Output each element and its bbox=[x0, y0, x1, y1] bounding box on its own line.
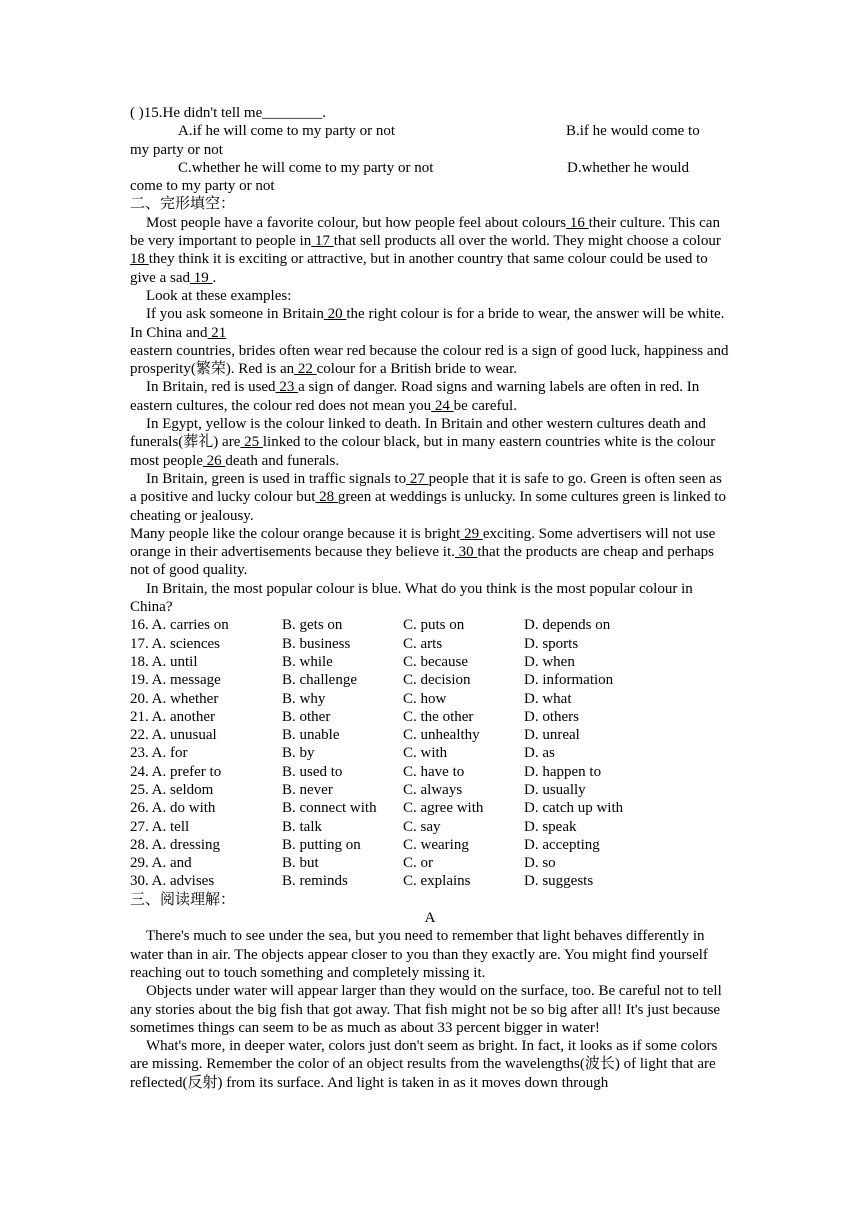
choice-row bbox=[130, 616, 644, 634]
choice-option: B. reminds bbox=[282, 873, 348, 890]
choice-row bbox=[130, 763, 644, 781]
question-15-stem: ( )15.He didn't tell me________. bbox=[130, 105, 327, 121]
passage-text: . bbox=[212, 269, 217, 286]
choice-option: 25. A. seldom bbox=[130, 781, 214, 798]
choice-option: B. talk bbox=[282, 818, 322, 835]
choice-option: D. what bbox=[524, 690, 572, 707]
choice-row bbox=[130, 872, 644, 890]
reading-paragraph: There's much to see under the sea, but you need to remember that light behaves differently in water than in air. The objects appear closer to you than they exactly are. You might find yourself reaching out to touch something and completely missing it. bbox=[130, 928, 708, 981]
choice-option: C. always bbox=[403, 781, 463, 798]
reading-paragraph: What's more, in deeper water, colors just don't seem as bright. In fact, it looks as if some colors are missing. Remember the color of an object results from the wavelengths(波长) of light that are reflected(反射) from its surface. And light is taken in as it moves down through bbox=[130, 1038, 718, 1091]
choice-row bbox=[130, 854, 644, 872]
choice-option: C. wearing bbox=[403, 836, 469, 853]
choice-option: B. connect with bbox=[282, 800, 377, 817]
choice-row bbox=[130, 653, 644, 671]
cloze-choices-table bbox=[130, 616, 644, 890]
choice-row bbox=[130, 836, 644, 854]
choice-option: 26. A. do with bbox=[130, 800, 216, 817]
choice-option: C. unhealthy bbox=[403, 727, 480, 744]
choice-option: D. speak bbox=[524, 818, 577, 835]
choice-option: C. the other bbox=[403, 708, 474, 725]
choice-option: D. others bbox=[524, 708, 579, 725]
choice-option: 17. A. sciences bbox=[130, 635, 220, 652]
choice-option: C. say bbox=[403, 818, 441, 835]
choice-option: B. never bbox=[282, 781, 333, 798]
document-page bbox=[130, 104, 730, 1092]
choice-option: C. have to bbox=[403, 763, 465, 780]
choice-option: D. happen to bbox=[524, 763, 602, 780]
choice-option: 28. A. dressing bbox=[130, 836, 220, 853]
choice-row bbox=[130, 799, 644, 817]
passage-text: In Egypt, yellow is the colour linked to death. In Britain and other western cultures death and funerals(葬礼) are bbox=[130, 416, 706, 451]
choice-option: B. putting on bbox=[282, 836, 361, 853]
choice-row bbox=[130, 726, 644, 744]
cloze-paragraph-last: In Britain, the most popular colour is blue. What do you think is the most popular colour in China? bbox=[130, 580, 693, 616]
choice-row bbox=[130, 690, 644, 708]
choice-option: C. agree with bbox=[403, 800, 484, 817]
blank-number: 16 bbox=[566, 214, 589, 231]
choice-option: D. information bbox=[524, 672, 614, 689]
passage-text: If you ask someone in Britain bbox=[146, 306, 324, 323]
cloze-passage-continued bbox=[130, 342, 730, 525]
choice-option: C. with bbox=[403, 745, 448, 762]
choice-option: B. unable bbox=[282, 727, 340, 744]
choice-option: C. how bbox=[403, 690, 447, 707]
choice-option: 21. A. another bbox=[130, 708, 215, 725]
cloze-paragraph-orange bbox=[130, 525, 730, 580]
section-heading-reading: 三、阅读理解： bbox=[130, 891, 236, 908]
choice-row bbox=[130, 635, 644, 653]
q15-option-c: C.whether he will come to my party or not bbox=[178, 159, 434, 176]
passage-text: eastern countries, brides often wear red because the colour red is a sign of good luck, happiness and prosperity(繁荣). Red is an bbox=[130, 342, 729, 378]
choice-option: B. challenge bbox=[282, 672, 357, 689]
blank-number: 29 bbox=[460, 525, 483, 542]
passage-text: their culture. This can be very important to people in bbox=[130, 214, 720, 250]
choice-option: D. when bbox=[524, 653, 575, 670]
reading-paragraph: Objects under water will appear larger than they would on the surface, too. Be careful not to tell any stories about the big fish that got away. That fish might not be so big after all! It's just because sometimes things can seem to be as much as about 33 percent bigger in water! bbox=[130, 983, 722, 1036]
choice-option: D. depends on bbox=[524, 617, 611, 634]
choice-option: B. gets on bbox=[282, 617, 343, 634]
choice-option: 27. A. tell bbox=[130, 818, 190, 835]
passage-text: that the products are cheap and perhaps not of good quality. bbox=[130, 544, 714, 579]
choice-option: B. why bbox=[282, 690, 326, 707]
choice-option: 30. A. advises bbox=[130, 873, 215, 890]
choice-option: C. decision bbox=[403, 672, 471, 689]
section-heading-cloze: 二、完形填空： bbox=[130, 196, 236, 213]
question-15-options-row-1 bbox=[130, 122, 730, 140]
reading-passage bbox=[130, 927, 730, 1092]
choice-row bbox=[130, 671, 644, 689]
choice-option: 20. A. whether bbox=[130, 690, 219, 707]
blank-number: 23 bbox=[275, 379, 299, 396]
passage-text: colour for a British bride to wear. bbox=[316, 361, 518, 378]
choice-option: C. because bbox=[403, 653, 468, 670]
cloze-paragraph bbox=[130, 378, 730, 415]
passage-text: that sell products all over the world. They might choose a colour bbox=[333, 233, 721, 250]
passage-text: linked to the colour black, but in many eastern countries white is the colour most people bbox=[130, 434, 716, 469]
choice-option: 16. A. carries on bbox=[130, 617, 229, 634]
choice-option: C. arts bbox=[403, 635, 443, 652]
choice-option: 22. A. unusual bbox=[130, 727, 217, 744]
cloze-paragraph bbox=[130, 470, 730, 525]
passage-text: death and funerals. bbox=[225, 452, 340, 469]
blank-number: 27 bbox=[406, 470, 429, 487]
passage-text: they think it is exciting or attractive, but in another country that same colour could be used to give a sad bbox=[130, 251, 708, 286]
passage-text: Look at these examples: bbox=[146, 287, 292, 304]
passage-text: people that it is safe to go. Green is often seen as a positive and lucky colour but bbox=[130, 470, 722, 506]
q15-option-d: D.whether he would bbox=[567, 159, 690, 176]
choice-row bbox=[130, 818, 644, 836]
q15-option-b-cont: my party or not bbox=[130, 141, 223, 158]
choice-option: 29. A. and bbox=[130, 855, 192, 872]
blank-number: 26 bbox=[202, 452, 226, 469]
choice-option: B. but bbox=[282, 855, 319, 872]
choice-option: C. puts on bbox=[403, 617, 465, 634]
choice-option: B. other bbox=[282, 708, 331, 725]
blank-number: 25 bbox=[240, 434, 263, 451]
cloze-paragraph bbox=[130, 287, 730, 305]
passage-text: exciting. Some advertisers will not use orange in their advertisements because they believe it. bbox=[130, 525, 716, 561]
blank-number: 18 bbox=[130, 251, 149, 268]
blank-number: 20 bbox=[323, 306, 347, 323]
choice-option: D. accepting bbox=[524, 836, 600, 853]
choice-option: D. usually bbox=[524, 781, 586, 798]
choice-option: D. suggests bbox=[524, 873, 594, 890]
choice-option: B. by bbox=[282, 745, 315, 762]
choice-option: B. business bbox=[282, 635, 351, 652]
passage-text: Most people have a favorite colour, but how people feel about colours bbox=[146, 214, 567, 231]
choice-option: D. unreal bbox=[524, 727, 580, 744]
choice-option: D. so bbox=[524, 855, 556, 872]
choice-option: D. as bbox=[524, 745, 555, 762]
choice-option: B. while bbox=[282, 653, 333, 670]
blank-number: 21 bbox=[207, 324, 227, 341]
passage-text: the right colour is for a bride to wear, the answer will be white. In China and bbox=[130, 306, 725, 341]
passage-text: Many people like the colour orange because it is bright bbox=[130, 525, 461, 542]
choice-option: D. catch up with bbox=[524, 800, 624, 817]
choice-row bbox=[130, 781, 644, 799]
blank-number: 28 bbox=[315, 489, 338, 506]
passage-text: be careful. bbox=[453, 397, 517, 414]
choice-option: 18. A. until bbox=[130, 653, 198, 670]
cloze-passage bbox=[130, 214, 730, 342]
reading-part-label: A bbox=[424, 910, 436, 927]
blank-number: 30 bbox=[454, 544, 478, 561]
choice-row bbox=[130, 744, 644, 762]
choice-option: C. explains bbox=[403, 873, 471, 890]
blank-number: 24 bbox=[431, 397, 454, 414]
choice-option: D. sports bbox=[524, 635, 579, 652]
choice-option: 24. A. prefer to bbox=[130, 763, 222, 780]
choice-option: 23. A. for bbox=[130, 745, 188, 762]
blank-number: 19 bbox=[189, 269, 213, 286]
q15-option-a: A.if he will come to my party or not bbox=[178, 123, 396, 140]
blank-number: 17 bbox=[311, 233, 334, 250]
cloze-paragraph bbox=[130, 305, 730, 342]
choice-row bbox=[130, 708, 644, 726]
blank-number: 22 bbox=[294, 361, 317, 378]
choice-option: 19. A. message bbox=[130, 672, 221, 689]
passage-text: In Britain, green is used in traffic signals to bbox=[146, 470, 407, 487]
passage-text: green at weddings is unlucky. In some cultures green is linked to cheating or jealousy. bbox=[130, 489, 726, 524]
passage-text: In Britain, red is used bbox=[146, 379, 276, 396]
passage-text: a sign of danger. Road signs and warning labels are often in red. In eastern cultures, the colour red does not mean you bbox=[130, 379, 700, 414]
q15-option-b: B.if he would come to bbox=[566, 123, 700, 140]
cloze-paragraph bbox=[130, 415, 730, 470]
choice-option: B. used to bbox=[282, 763, 343, 780]
q15-option-d-cont: come to my party or not bbox=[130, 178, 275, 195]
cloze-paragraph bbox=[130, 214, 730, 287]
choice-option: C. or bbox=[403, 855, 433, 872]
question-15-options-row-2 bbox=[130, 159, 730, 177]
cloze-paragraph bbox=[130, 342, 730, 379]
